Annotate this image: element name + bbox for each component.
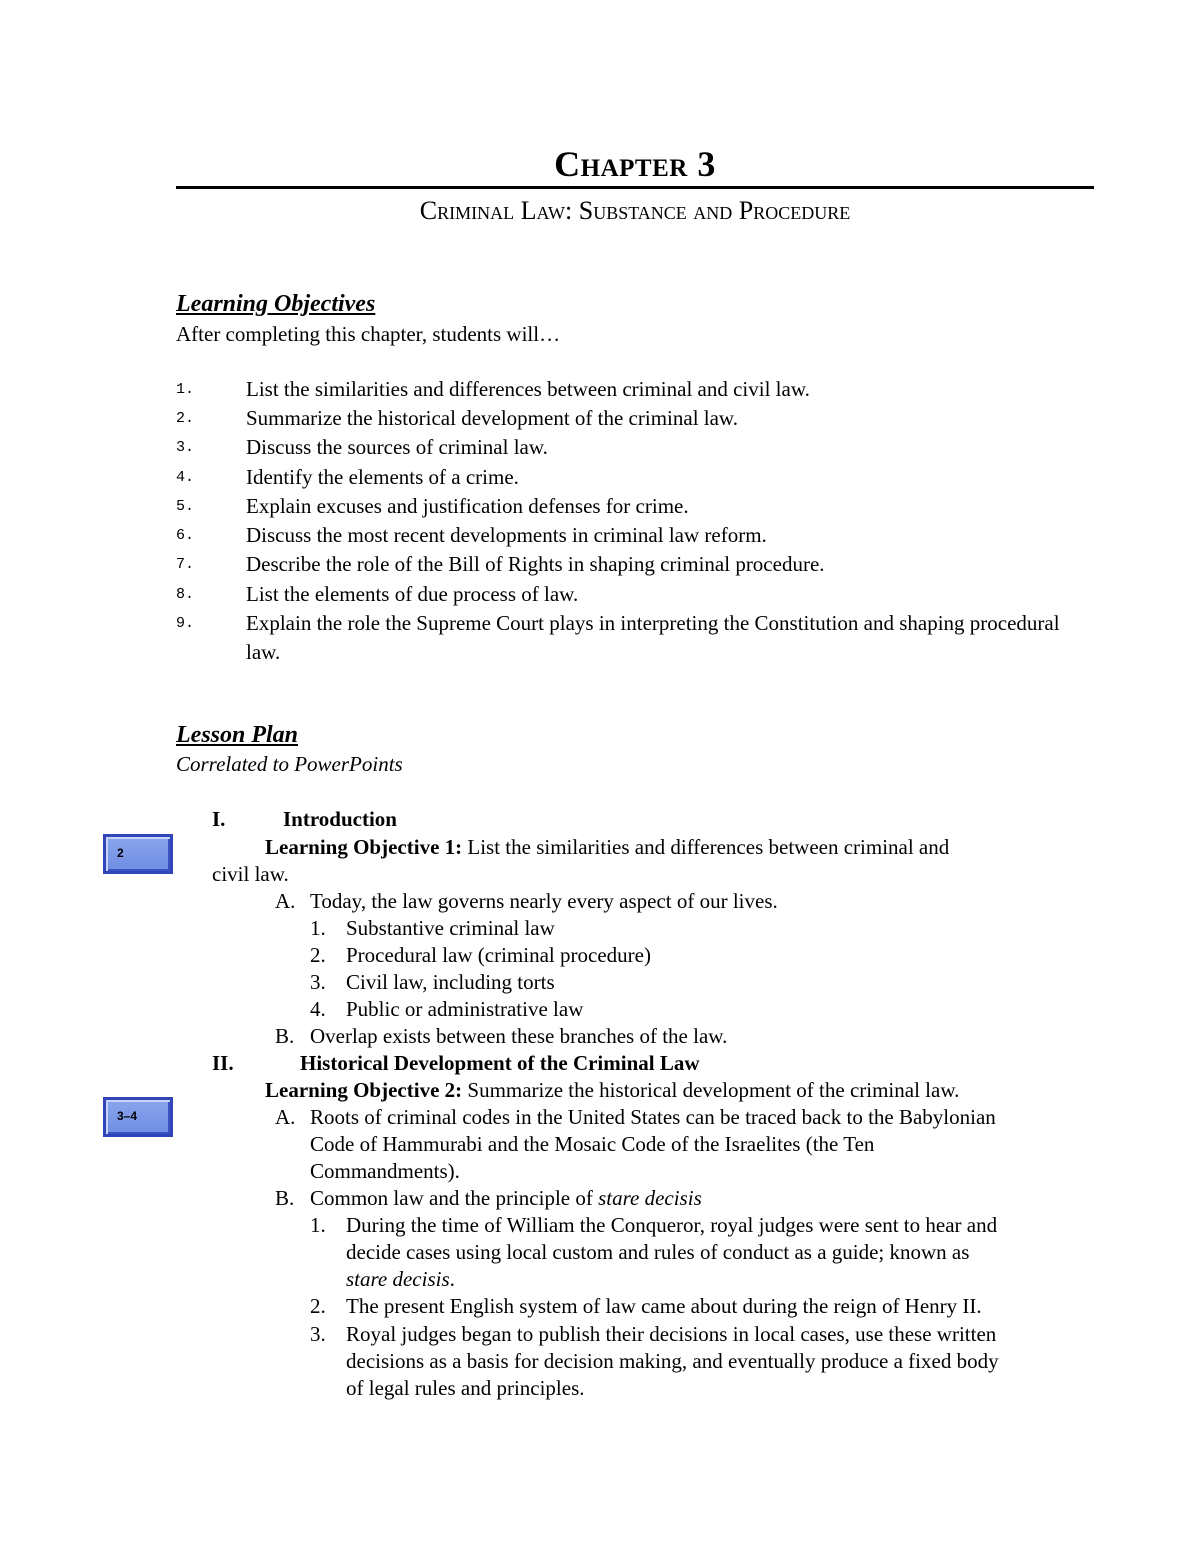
outline-label: A. xyxy=(275,1105,296,1129)
section-title: Introduction xyxy=(283,807,397,831)
powerpoint-slide-badge: 3–4 xyxy=(103,1097,173,1137)
objective-text: Identify the elements of a crime. xyxy=(246,465,519,489)
objective-text: Discuss the sources of criminal law. xyxy=(246,435,548,459)
outline-item: Procedural law (criminal procedure) xyxy=(346,943,651,967)
objective-label: Learning Objective 2: xyxy=(265,1078,463,1102)
objective-text: List the elements of due process of law. xyxy=(246,582,579,606)
outline-item: Royal judges began to publish their decisions in local cases, use these written xyxy=(346,1322,997,1346)
section-number: I. xyxy=(212,807,226,831)
objective-text: Discuss the most recent developments in criminal law reform. xyxy=(246,523,767,547)
objective-statement-continued: civil law. xyxy=(212,862,289,886)
outline-label: A. xyxy=(275,889,296,913)
objective-number: 6. xyxy=(176,527,195,544)
chapter-title: Chapter 3 xyxy=(554,144,716,184)
outline-text: Commandments). xyxy=(310,1159,460,1183)
objective-statement: Summarize the historical development of the criminal law. xyxy=(462,1078,960,1102)
outline-item: of legal rules and principles. xyxy=(346,1376,585,1400)
objective-number: 9. xyxy=(176,615,195,632)
title-rule xyxy=(176,186,1094,189)
objective-text: Summarize the historical development of the criminal law. xyxy=(246,406,738,430)
outline-item: decide cases using local custom and rules of conduct as a guide; known as xyxy=(346,1240,970,1264)
outline-text: Code of Hammurabi and the Mosaic Code of the Israelites (the Ten xyxy=(310,1132,875,1156)
outline-number: 2. xyxy=(310,943,326,967)
objective-number: 8. xyxy=(176,586,195,603)
outline-text xyxy=(310,1185,702,1212)
objective-text: List the similarities and differences between criminal and civil law. xyxy=(246,377,810,401)
learning-objective-1 xyxy=(265,834,949,861)
outline-item: The present English system of law came about during the reign of Henry II. xyxy=(346,1294,982,1318)
outline-text: Today, the law governs nearly every aspect of our lives. xyxy=(310,889,778,913)
outline-number: 1. xyxy=(310,1213,326,1237)
outline-text-part: Common law and the principle of xyxy=(310,1186,599,1210)
objective-number: 5. xyxy=(176,498,195,515)
learning-objective-2 xyxy=(265,1077,959,1104)
objective-number: 2. xyxy=(176,410,195,427)
outline-item: Substantive criminal law xyxy=(346,916,555,940)
latin-term: stare decisis xyxy=(346,1267,450,1291)
outline-text: Roots of criminal codes in the United States can be traced back to the Babylonian xyxy=(310,1105,996,1129)
outline-item: During the time of William the Conqueror, royal judges were sent to hear and xyxy=(346,1213,998,1237)
objective-text: Explain the role the Supreme Court plays in interpreting the Constitution and shaping procedural law. xyxy=(246,611,1060,664)
outline-item: Civil law, including torts xyxy=(346,970,555,994)
chapter-subtitle: Criminal Law: Substance and Procedure xyxy=(419,196,851,225)
powerpoint-slide-badge: 2 xyxy=(103,834,173,874)
outline-item: Public or administrative law xyxy=(346,997,584,1021)
objective-statement: List the similarities and differences between criminal and xyxy=(462,835,950,859)
outline-number: 3. xyxy=(310,970,326,994)
outline-item-end: . xyxy=(449,1267,455,1291)
outline-text: Overlap exists between these branches of the law. xyxy=(310,1024,728,1048)
outline-item xyxy=(346,1266,455,1293)
outline-label: B. xyxy=(275,1186,295,1210)
outline-number: 4. xyxy=(310,997,326,1021)
section-title: Historical Development of the Criminal Law xyxy=(300,1051,700,1075)
section-number: II. xyxy=(212,1051,234,1075)
outline-item: decisions as a basis for decision making, and eventually produce a fixed body xyxy=(346,1349,999,1373)
objective-number: 1. xyxy=(176,381,195,398)
lesson-plan-subheading: Correlated to PowerPoints xyxy=(176,752,403,776)
outline-number: 3. xyxy=(310,1322,326,1346)
learning-objectives-heading: Learning Objectives xyxy=(176,291,376,317)
objective-number: 3. xyxy=(176,439,195,456)
objective-text: Describe the role of the Bill of Rights in shaping criminal procedure. xyxy=(246,552,825,576)
objective-label: Learning Objective 1: xyxy=(265,835,463,859)
latin-term: stare decisis xyxy=(598,1186,702,1210)
outline-label: B. xyxy=(275,1024,295,1048)
outline-number: 1. xyxy=(310,916,326,940)
objective-number: 7. xyxy=(176,556,195,573)
objective-text: Explain excuses and justification defenses for crime. xyxy=(246,494,689,518)
objective-number: 4. xyxy=(176,469,195,486)
lesson-plan-heading: Lesson Plan xyxy=(176,722,299,748)
outline-number: 2. xyxy=(310,1294,326,1318)
objectives-intro: After completing this chapter, students will… xyxy=(176,322,561,346)
